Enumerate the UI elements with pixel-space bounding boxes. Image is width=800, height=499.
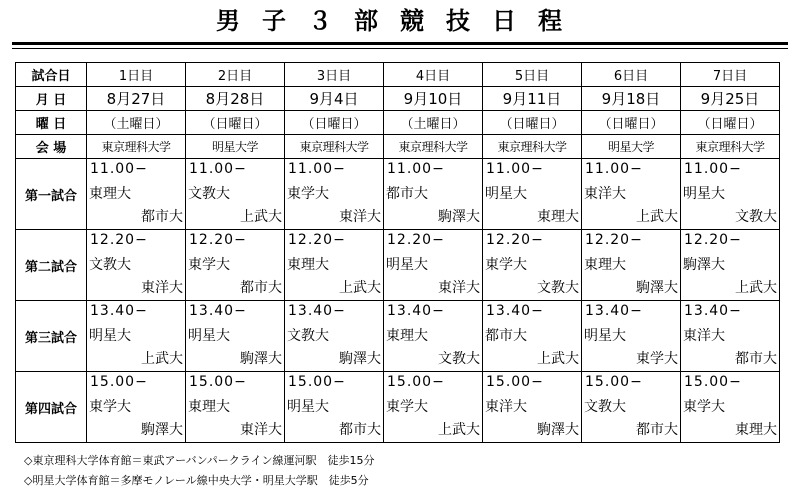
match-time: 15.00−	[288, 374, 346, 390]
match-cell	[285, 372, 384, 443]
venue-cell: 東京理科大学	[384, 135, 483, 159]
match-cell-content	[681, 301, 779, 371]
match-cell-content	[285, 372, 383, 442]
match-time: 11.00−	[90, 161, 148, 177]
match-cell	[384, 159, 483, 230]
venue-cell: 東京理科大学	[681, 135, 780, 159]
date-cell: 9月25日	[681, 87, 780, 111]
match-team-home: 明星大	[89, 328, 131, 344]
game-label: 第三試合	[16, 301, 87, 372]
match-team-away: 文教大	[537, 280, 579, 296]
match-team-home: 東学大	[386, 399, 428, 415]
game-row	[16, 230, 780, 301]
venue-cell: 明星大学	[186, 135, 285, 159]
weekday-cell: （日曜日）	[582, 111, 681, 135]
match-cell-content	[582, 159, 680, 229]
match-team-home: 東学大	[287, 186, 329, 202]
match-cell	[186, 159, 285, 230]
match-cell-content	[285, 159, 383, 229]
match-team-away: 東洋大	[141, 280, 183, 296]
match-team-home: 明星大	[485, 186, 527, 202]
match-time: 15.00−	[684, 374, 742, 390]
date-cell: 9月18日	[582, 87, 681, 111]
match-team-away: 上武大	[339, 280, 381, 296]
weekday-label: 曜 日	[16, 111, 87, 135]
match-cell-content	[582, 372, 680, 442]
match-cell	[186, 372, 285, 443]
match-cell	[681, 159, 780, 230]
match-time: 11.00−	[585, 161, 643, 177]
match-time: 12.20−	[387, 232, 445, 248]
match-time: 12.20−	[90, 232, 148, 248]
match-cell-content	[483, 301, 581, 371]
match-team-home: 東理大	[188, 399, 230, 415]
match-team-home: 東洋大	[584, 186, 626, 202]
match-cell-content	[483, 372, 581, 442]
weekday-cell: （日曜日）	[186, 111, 285, 135]
match-time: 13.40−	[189, 303, 247, 319]
weekday-row	[16, 111, 780, 135]
venue-cell: 明星大学	[582, 135, 681, 159]
date-cell: 8月27日	[87, 87, 186, 111]
date-cell: 9月10日	[384, 87, 483, 111]
match-team-home: 東学大	[683, 399, 725, 415]
match-time: 13.40−	[288, 303, 346, 319]
match-team-home: 文教大	[287, 328, 329, 344]
match-cell-content	[186, 301, 284, 371]
match-team-home: 明星大	[386, 257, 428, 273]
match-team-home: 文教大	[584, 399, 626, 415]
match-team-away: 都市大	[339, 422, 381, 438]
match-time: 11.00−	[486, 161, 544, 177]
weekday-cell: （日曜日）	[681, 111, 780, 135]
match-cell	[87, 159, 186, 230]
match-team-away: 駒澤大	[537, 422, 579, 438]
match-team-home: 都市大	[386, 186, 428, 202]
match-time: 12.20−	[486, 232, 544, 248]
match-cell	[186, 230, 285, 301]
match-cell-content	[186, 230, 284, 300]
match-team-away: 東理大	[735, 422, 777, 438]
match-team-away: 上武大	[636, 209, 678, 225]
match-day-row	[16, 63, 780, 87]
match-cell	[582, 159, 681, 230]
match-team-away: 駒澤大	[636, 280, 678, 296]
match-cell-content	[186, 372, 284, 442]
match-cell	[582, 301, 681, 372]
match-team-away: 都市大	[636, 422, 678, 438]
match-team-away: 上武大	[735, 280, 777, 296]
match-cell-content	[681, 372, 779, 442]
match-time: 13.40−	[585, 303, 643, 319]
venue-label: 会 場	[16, 135, 87, 159]
match-cell-content	[483, 159, 581, 229]
match-team-home: 文教大	[89, 257, 131, 273]
match-day-cell: 1日目	[87, 63, 186, 87]
match-cell-content	[186, 159, 284, 229]
weekday-cell: （日曜日）	[285, 111, 384, 135]
match-time: 15.00−	[486, 374, 544, 390]
match-team-away: 都市大	[141, 209, 183, 225]
match-cell	[483, 372, 582, 443]
match-cell-content	[384, 301, 482, 371]
match-cell	[186, 301, 285, 372]
match-team-home: 東理大	[584, 257, 626, 273]
match-team-home: 東学大	[485, 257, 527, 273]
date-cell: 9月4日	[285, 87, 384, 111]
weekday-cell: （土曜日）	[384, 111, 483, 135]
match-team-away: 都市大	[735, 351, 777, 367]
match-day-cell: 5日目	[483, 63, 582, 87]
title-underline-thin	[12, 48, 788, 49]
match-time: 12.20−	[189, 232, 247, 248]
match-cell	[483, 230, 582, 301]
match-cell-content	[582, 301, 680, 371]
match-team-home: 東学大	[188, 257, 230, 273]
game-label: 第二試合	[16, 230, 87, 301]
match-day-label: 試合日	[16, 63, 87, 87]
match-team-home: 明星大	[287, 399, 329, 415]
match-cell-content	[384, 230, 482, 300]
game-row	[16, 301, 780, 372]
match-cell-content	[582, 230, 680, 300]
match-team-away: 上武大	[240, 209, 282, 225]
match-cell	[285, 301, 384, 372]
match-team-away: 東洋大	[240, 422, 282, 438]
match-cell	[483, 301, 582, 372]
match-team-away: 東理大	[537, 209, 579, 225]
notes	[24, 451, 374, 491]
match-time: 12.20−	[288, 232, 346, 248]
match-team-home: 東理大	[89, 186, 131, 202]
note-tokyo-rika-access: ◇東京理科大学体育館＝東武アーバンパークライン線運河駅 徒歩15分	[24, 454, 375, 467]
venue-cell: 東京理科大学	[87, 135, 186, 159]
game-label: 第四試合	[16, 372, 87, 443]
date-row	[16, 87, 780, 111]
match-time: 13.40−	[684, 303, 742, 319]
match-team-away: 駒澤大	[240, 351, 282, 367]
match-day-cell: 6日目	[582, 63, 681, 87]
match-cell	[384, 301, 483, 372]
match-cell-content	[681, 230, 779, 300]
match-cell	[483, 159, 582, 230]
title-underline	[12, 42, 788, 45]
game-row	[16, 159, 780, 230]
venue-cell: 東京理科大学	[285, 135, 384, 159]
match-team-away: 駒澤大	[339, 351, 381, 367]
match-cell-content	[285, 230, 383, 300]
match-team-away: 上武大	[438, 422, 480, 438]
weekday-cell: （日曜日）	[483, 111, 582, 135]
match-team-home: 東学大	[89, 399, 131, 415]
match-time: 15.00−	[585, 374, 643, 390]
match-team-away: 上武大	[141, 351, 183, 367]
date-label: 月 日	[16, 87, 87, 111]
match-time: 12.20−	[684, 232, 742, 248]
match-team-home: 都市大	[485, 328, 527, 344]
match-team-home: 明星大	[188, 328, 230, 344]
match-cell	[681, 230, 780, 301]
match-cell	[681, 372, 780, 443]
match-cell	[87, 372, 186, 443]
match-time: 15.00−	[90, 374, 148, 390]
match-team-home: 明星大	[584, 328, 626, 344]
match-cell-content	[285, 301, 383, 371]
match-time: 11.00−	[387, 161, 445, 177]
note-meisei-access: ◇明星大学体育館＝多摩モノレール線中央大学・明星大学駅 徒歩5分	[24, 474, 369, 487]
match-team-away: 文教大	[438, 351, 480, 367]
match-time: 13.40−	[90, 303, 148, 319]
match-time: 13.40−	[387, 303, 445, 319]
match-team-away: 駒澤大	[438, 209, 480, 225]
match-time: 15.00−	[387, 374, 445, 390]
weekday-cell: （土曜日）	[87, 111, 186, 135]
match-team-home: 東洋大	[683, 328, 725, 344]
match-cell-content	[384, 159, 482, 229]
match-cell	[87, 301, 186, 372]
match-cell-content	[87, 372, 185, 442]
game-label: 第一試合	[16, 159, 87, 230]
match-time: 15.00−	[189, 374, 247, 390]
match-team-home: 駒澤大	[683, 257, 725, 273]
match-team-home: 東洋大	[485, 399, 527, 415]
match-team-home: 東理大	[287, 257, 329, 273]
match-cell	[582, 230, 681, 301]
match-cell	[87, 230, 186, 301]
venue-cell: 東京理科大学	[483, 135, 582, 159]
match-cell	[384, 372, 483, 443]
match-cell-content	[87, 230, 185, 300]
match-cell	[681, 301, 780, 372]
page-title: 男子３部競技日程	[216, 6, 584, 35]
match-time: 11.00−	[288, 161, 346, 177]
match-team-away: 東学大	[636, 351, 678, 367]
match-cell-content	[87, 159, 185, 229]
match-cell	[285, 230, 384, 301]
match-cell	[285, 159, 384, 230]
match-team-home: 明星大	[683, 186, 725, 202]
match-team-home: 東理大	[386, 328, 428, 344]
match-team-away: 東洋大	[438, 280, 480, 296]
match-day-cell: 4日目	[384, 63, 483, 87]
match-cell	[582, 372, 681, 443]
schedule-table	[15, 62, 780, 443]
match-team-away: 駒澤大	[141, 422, 183, 438]
match-cell-content	[483, 230, 581, 300]
match-team-away: 東洋大	[339, 209, 381, 225]
match-time: 11.00−	[189, 161, 247, 177]
match-day-cell: 3日目	[285, 63, 384, 87]
date-cell: 9月11日	[483, 87, 582, 111]
match-team-home: 文教大	[188, 186, 230, 202]
match-team-away: 都市大	[240, 280, 282, 296]
match-cell	[384, 230, 483, 301]
match-day-cell: 2日目	[186, 63, 285, 87]
game-row	[16, 372, 780, 443]
date-cell: 8月28日	[186, 87, 285, 111]
match-team-away: 文教大	[735, 209, 777, 225]
venue-row	[16, 135, 780, 159]
match-cell-content	[681, 159, 779, 229]
match-time: 11.00−	[684, 161, 742, 177]
match-cell-content	[384, 372, 482, 442]
match-cell-content	[87, 301, 185, 371]
match-time: 12.20−	[585, 232, 643, 248]
match-team-away: 上武大	[537, 351, 579, 367]
match-time: 13.40−	[486, 303, 544, 319]
match-day-cell: 7日目	[681, 63, 780, 87]
